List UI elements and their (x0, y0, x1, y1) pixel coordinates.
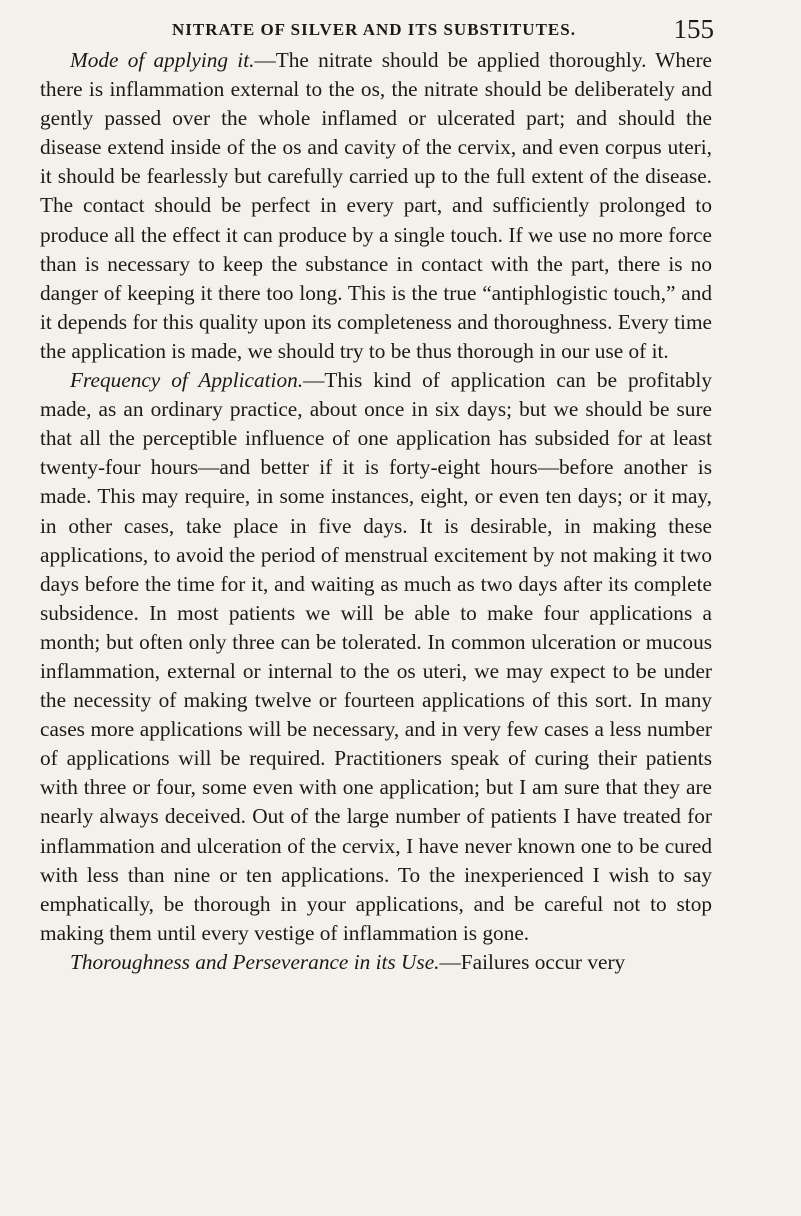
page-header (70, 14, 714, 44)
paragraph-text: —The nitrate should be applied thoroughly. Where there is inflammation external to the os, the nitrate should be deliberately and gently passed over the whole inflamed or ulcerated part; and should the disease extend inside of the os and cavity of the cervix, and even corpus uteri, it should be fearlessly but carefully carried up to the full extent of the disease. The contact should be perfect in every part, and sufficiently prolonged to produce all the effect it can produce by a single touch. If we use no more force than is necessary to keep the substance in contact with the part, there is no danger of keeping it there too long. This is the true “antiphlogistic touch,” and it depends for this quality upon its completeness and thoroughness. Every time the application is made, we should try to be thus thorough in our use of it. (40, 48, 713, 363)
run-in-heading: Thoroughness and Perseverance in its Use. (70, 949, 440, 974)
paragraph-frequency (40, 366, 712, 948)
paragraph-mode-of-applying (40, 46, 712, 366)
paragraph-text: —This kind of application can be profitably made, as an ordinary practice, about once in six days; but we should be sure that all the perceptible influence of one application has subsided for at least twenty-four hours—and better if it is forty-eight hours—before another is made. This may require, in some instances, eight, or even ten days; or it may, in other cases, take place in five days. It is desirable, in making these applications, to avoid the period of menstrual excitement by not making it two days before the time for it, and waiting as much as two days after its complete subsidence. In most patients we will be able to make four applications a month; but often only three can be tolerated. In common ulceration or mucous inflammation, external or internal to the os uteri, we may expect to be under the necessity of making twelve or fourteen applications of this sort. In many cases more applications will be necessary, and in very few cases a less number of applications will be required. Practitioners speak of curing their patients with three or four, some even with one application; but I am sure that they are nearly always deceived. Out of the large number of patients I have treated for inflammation and ulceration of the cervix, I have never known one to be cured with less than nine or ten applications. To the inexperienced I wish to say emphatically, be thorough in your applications, and be careful not to stop making them until every vestige of inflammation is gone. (40, 368, 712, 945)
page-body (40, 46, 712, 977)
run-in-heading: Mode of applying it. (70, 48, 255, 72)
run-in-heading: Frequency of Application. (70, 368, 304, 393)
paragraph-thoroughness (40, 948, 712, 977)
paragraph-text: —Failures occur very (439, 949, 626, 974)
page-number: 155 (673, 14, 714, 44)
running-head: NITRATE OF SILVER AND ITS SUBSTITUTES. (172, 20, 576, 39)
